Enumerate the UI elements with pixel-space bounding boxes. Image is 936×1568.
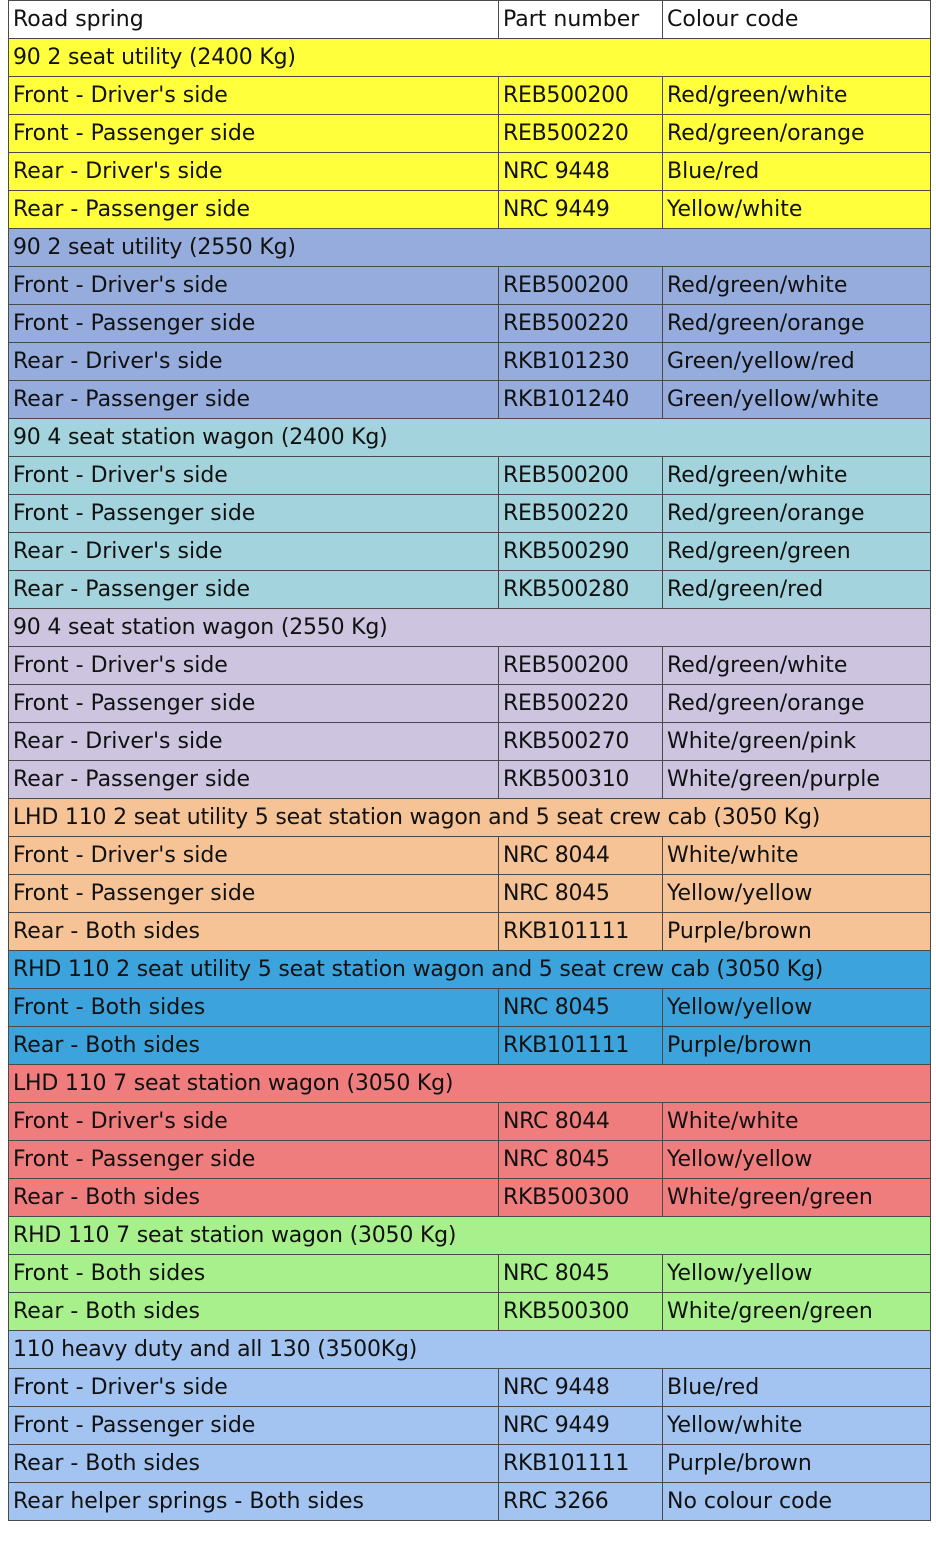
- group-title: 110 heavy duty and all 130 (3500Kg): [9, 1331, 931, 1369]
- colour-code-cell: White/white: [663, 1103, 931, 1141]
- colour-code-cell: Red/green/white: [663, 267, 931, 305]
- colour-code-cell: White/green/purple: [663, 761, 931, 799]
- colour-code-cell: Purple/brown: [663, 1027, 931, 1065]
- part-number-cell: RKB101230: [499, 343, 663, 381]
- group-title: RHD 110 7 seat station wagon (3050 Kg): [9, 1217, 931, 1255]
- road-spring-cell: Front - Driver's side: [9, 1103, 499, 1141]
- group-title: 90 2 seat utility (2400 Kg): [9, 39, 931, 77]
- part-number-cell: RKB500300: [499, 1293, 663, 1331]
- part-number-cell: NRC 9448: [499, 1369, 663, 1407]
- header-row: [9, 1, 931, 39]
- group-title: 90 4 seat station wagon (2550 Kg): [9, 609, 931, 647]
- colour-code-cell: Yellow/yellow: [663, 989, 931, 1027]
- colour-code-cell: Red/green/white: [663, 457, 931, 495]
- road-spring-cell: Front - Both sides: [9, 1255, 499, 1293]
- colour-code-cell: Red/green/green: [663, 533, 931, 571]
- part-number-cell: RKB101111: [499, 913, 663, 951]
- group-title: 90 4 seat station wagon (2400 Kg): [9, 419, 931, 457]
- colour-code-cell: Blue/red: [663, 153, 931, 191]
- colour-code-cell: Yellow/white: [663, 191, 931, 229]
- part-number-cell: RKB500300: [499, 1179, 663, 1217]
- road-spring-cell: Front - Driver's side: [9, 1369, 499, 1407]
- road-spring-cell: Rear - Both sides: [9, 913, 499, 951]
- part-number-cell: RKB500290: [499, 533, 663, 571]
- part-number-cell: NRC 8045: [499, 1255, 663, 1293]
- table-row: [9, 115, 931, 153]
- colour-code-cell: Yellow/white: [663, 1407, 931, 1445]
- road-spring-cell: Front - Driver's side: [9, 457, 499, 495]
- table-row: [9, 647, 931, 685]
- part-number-cell: RKB500280: [499, 571, 663, 609]
- table-row: [9, 571, 931, 609]
- table-body: [9, 1, 931, 1521]
- group-header-row: [9, 799, 931, 837]
- road-spring-cell: Front - Passenger side: [9, 685, 499, 723]
- group-header-row: [9, 39, 931, 77]
- table-row: [9, 533, 931, 571]
- colour-code-cell: No colour code: [663, 1483, 931, 1521]
- part-number-cell: NRC 8045: [499, 1141, 663, 1179]
- table-row: [9, 1255, 931, 1293]
- road-spring-cell: Rear - Both sides: [9, 1179, 499, 1217]
- colour-code-cell: White/green/green: [663, 1179, 931, 1217]
- road-spring-cell: Front - Driver's side: [9, 837, 499, 875]
- table-row: [9, 495, 931, 533]
- road-spring-table: [8, 0, 931, 1521]
- table-row: [9, 913, 931, 951]
- group-header-row: [9, 951, 931, 989]
- table-row: [9, 723, 931, 761]
- colour-code-cell: Red/green/red: [663, 571, 931, 609]
- table-row: [9, 343, 931, 381]
- table-row: [9, 989, 931, 1027]
- road-spring-cell: Front - Driver's side: [9, 267, 499, 305]
- part-number-cell: NRC 9449: [499, 1407, 663, 1445]
- road-spring-cell: Front - Driver's side: [9, 647, 499, 685]
- part-number-cell: RKB101240: [499, 381, 663, 419]
- colour-code-cell: Red/green/orange: [663, 685, 931, 723]
- part-number-cell: RKB101111: [499, 1027, 663, 1065]
- header-part-number: Part number: [499, 1, 663, 39]
- table-row: [9, 153, 931, 191]
- road-spring-cell: Rear - Passenger side: [9, 191, 499, 229]
- table-row: [9, 305, 931, 343]
- part-number-cell: REB500200: [499, 457, 663, 495]
- colour-code-cell: White/green/pink: [663, 723, 931, 761]
- part-number-cell: REB500220: [499, 305, 663, 343]
- road-spring-cell: Rear - Passenger side: [9, 761, 499, 799]
- road-spring-cell: Front - Passenger side: [9, 1407, 499, 1445]
- table-row: [9, 685, 931, 723]
- table-row: [9, 1103, 931, 1141]
- colour-code-cell: Red/green/orange: [663, 495, 931, 533]
- group-header-row: [9, 1065, 931, 1103]
- table-row: [9, 1027, 931, 1065]
- colour-code-cell: White/green/green: [663, 1293, 931, 1331]
- table-row: [9, 191, 931, 229]
- colour-code-cell: Purple/brown: [663, 1445, 931, 1483]
- road-spring-cell: Rear - Driver's side: [9, 723, 499, 761]
- table-row: [9, 267, 931, 305]
- part-number-cell: NRC 9449: [499, 191, 663, 229]
- colour-code-cell: Yellow/yellow: [663, 1141, 931, 1179]
- road-spring-cell: Front - Driver's side: [9, 77, 499, 115]
- part-number-cell: REB500200: [499, 267, 663, 305]
- group-title: LHD 110 2 seat utility 5 seat station wagon and 5 seat crew cab (3050 Kg): [9, 799, 931, 837]
- group-header-row: [9, 229, 931, 267]
- colour-code-cell: Green/yellow/white: [663, 381, 931, 419]
- part-number-cell: REB500200: [499, 77, 663, 115]
- group-header-row: [9, 419, 931, 457]
- colour-code-cell: Red/green/orange: [663, 305, 931, 343]
- header-road-spring: Road spring: [9, 1, 499, 39]
- road-spring-cell: Front - Passenger side: [9, 305, 499, 343]
- road-spring-cell: Rear - Driver's side: [9, 533, 499, 571]
- colour-code-cell: Yellow/yellow: [663, 1255, 931, 1293]
- group-title: RHD 110 2 seat utility 5 seat station wagon and 5 seat crew cab (3050 Kg): [9, 951, 931, 989]
- road-spring-cell: Rear - Both sides: [9, 1445, 499, 1483]
- group-header-row: [9, 1331, 931, 1369]
- table-row: [9, 875, 931, 913]
- colour-code-cell: Red/green/orange: [663, 115, 931, 153]
- group-title: 90 2 seat utility (2550 Kg): [9, 229, 931, 267]
- colour-code-cell: Purple/brown: [663, 913, 931, 951]
- road-spring-cell: Front - Passenger side: [9, 495, 499, 533]
- part-number-cell: RKB101111: [499, 1445, 663, 1483]
- part-number-cell: REB500220: [499, 495, 663, 533]
- table-row: [9, 77, 931, 115]
- road-spring-cell: Front - Passenger side: [9, 115, 499, 153]
- group-title: LHD 110 7 seat station wagon (3050 Kg): [9, 1065, 931, 1103]
- road-spring-cell: Rear helper springs - Both sides: [9, 1483, 499, 1521]
- table-row: [9, 381, 931, 419]
- road-spring-cell: Rear - Driver's side: [9, 153, 499, 191]
- colour-code-cell: White/white: [663, 837, 931, 875]
- colour-code-cell: Yellow/yellow: [663, 875, 931, 913]
- part-number-cell: REB500200: [499, 647, 663, 685]
- table-row: [9, 761, 931, 799]
- part-number-cell: RRC 3266: [499, 1483, 663, 1521]
- table-row: [9, 837, 931, 875]
- part-number-cell: NRC 8045: [499, 989, 663, 1027]
- table-row: [9, 1407, 931, 1445]
- part-number-cell: RKB500270: [499, 723, 663, 761]
- table-row: [9, 1293, 931, 1331]
- road-spring-cell: Rear - Both sides: [9, 1293, 499, 1331]
- table-row: [9, 1179, 931, 1217]
- table-row: [9, 457, 931, 495]
- road-spring-cell: Rear - Driver's side: [9, 343, 499, 381]
- part-number-cell: NRC 8044: [499, 1103, 663, 1141]
- table-row: [9, 1483, 931, 1521]
- table-row: [9, 1369, 931, 1407]
- road-spring-cell: Rear - Passenger side: [9, 571, 499, 609]
- table-row: [9, 1445, 931, 1483]
- part-number-cell: RKB500310: [499, 761, 663, 799]
- part-number-cell: NRC 8044: [499, 837, 663, 875]
- colour-code-cell: Red/green/white: [663, 77, 931, 115]
- table-row: [9, 1141, 931, 1179]
- part-number-cell: REB500220: [499, 685, 663, 723]
- part-number-cell: NRC 9448: [499, 153, 663, 191]
- road-spring-cell: Front - Passenger side: [9, 875, 499, 913]
- colour-code-cell: Blue/red: [663, 1369, 931, 1407]
- group-header-row: [9, 609, 931, 647]
- part-number-cell: NRC 8045: [499, 875, 663, 913]
- road-spring-cell: Rear - Both sides: [9, 1027, 499, 1065]
- road-spring-cell: Front - Passenger side: [9, 1141, 499, 1179]
- road-spring-cell: Front - Both sides: [9, 989, 499, 1027]
- colour-code-cell: Red/green/white: [663, 647, 931, 685]
- group-header-row: [9, 1217, 931, 1255]
- part-number-cell: REB500220: [499, 115, 663, 153]
- road-spring-cell: Rear - Passenger side: [9, 381, 499, 419]
- header-colour-code: Colour code: [663, 1, 931, 39]
- colour-code-cell: Green/yellow/red: [663, 343, 931, 381]
